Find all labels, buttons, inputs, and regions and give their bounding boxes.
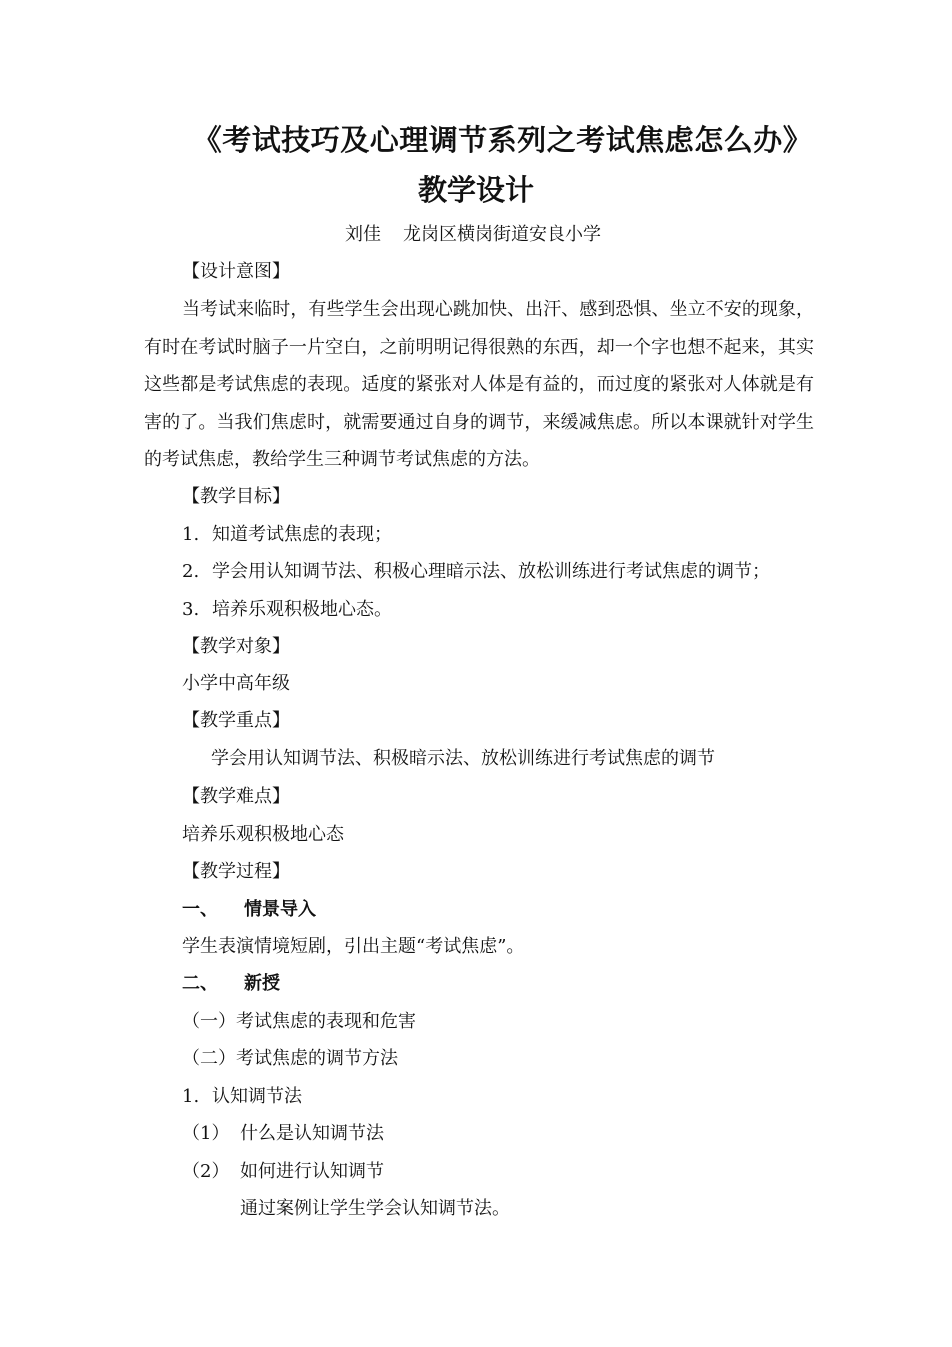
goal-number: 2.	[182, 561, 200, 582]
step-number: （1）	[182, 1123, 230, 1144]
key-points-heading: 【教学重点】	[182, 710, 290, 731]
section-title: 情景导入	[244, 899, 316, 920]
section-intro-text: 学生表演情境短剧，引出主题“考试焦虑”。	[182, 936, 525, 957]
goal-item	[182, 597, 392, 623]
goal-number: 3.	[182, 599, 200, 620]
author-school: 龙岗区横岗街道安良小学	[403, 224, 601, 245]
author-line	[345, 222, 601, 248]
goal-text: 培养乐观积极地心态。	[212, 599, 392, 620]
goal-number: 1.	[182, 524, 200, 545]
subsection-1: （一）考试焦虑的表现和危害	[182, 1011, 416, 1032]
design-intent-heading: 【设计意图】	[182, 261, 290, 282]
goal-text: 学会用认知调节法、积极心理暗示法、放松训练进行考试焦虑的调节；	[212, 561, 770, 582]
goal-text: 知道考试焦虑的表现；	[212, 524, 392, 545]
step-text: 什么是认知调节法	[240, 1123, 384, 1144]
step-item	[182, 1121, 384, 1147]
target-text: 小学中高年级	[182, 673, 290, 694]
section-title: 新授	[244, 973, 280, 994]
difficulty-text: 培养乐观积极地心态	[182, 824, 344, 845]
method-item	[182, 1084, 302, 1110]
target-heading: 【教学对象】	[182, 636, 290, 657]
goal-item	[182, 559, 770, 585]
design-intent-text: 当考试来临时，有些学生会出现心跳加快、出汗、感到恐惧、坐立不安的现象，有时在考试时脑子一片空白，之前明明记得很熟的东西，却一个字也想不起来，其实这些都是考试焦虑的表现。适度的紧张对人体是有益的，而过度的紧张对人体就是有害的了。当我们焦虑时，就需要通过自身的调节，来缓减焦虑。所以本课就针对学生的考试焦虑，教给学生三种调节考试焦虑的方法。	[144, 299, 814, 471]
step-number: （2）	[182, 1161, 230, 1182]
process-heading: 【教学过程】	[182, 861, 290, 882]
step-item	[182, 1159, 384, 1185]
section-heading-new	[182, 971, 280, 997]
goal-item	[182, 522, 392, 548]
key-points-text: 学会用认知调节法、积极暗示法、放松训练进行考试焦虑的调节	[211, 748, 715, 769]
subsection-2: （二）考试焦虑的调节方法	[182, 1048, 398, 1069]
difficulty-heading: 【教学难点】	[182, 786, 290, 807]
goals-heading: 【教学目标】	[182, 486, 290, 507]
step-text: 如何进行认知调节	[240, 1161, 384, 1182]
step-detail-text: 通过案例让学生学会认知调节法。	[240, 1198, 510, 1219]
document-title: 《考试技巧及心理调节系列之考试焦虑怎么办》	[192, 123, 813, 157]
method-text: 认知调节法	[212, 1086, 302, 1107]
method-number: 1.	[182, 1086, 200, 1107]
author-name: 刘佳	[345, 224, 381, 245]
document-subtitle: 教学设计	[417, 173, 534, 207]
section-number: 一、	[182, 899, 218, 920]
section-number: 二、	[182, 973, 218, 994]
section-heading-intro	[182, 897, 316, 923]
